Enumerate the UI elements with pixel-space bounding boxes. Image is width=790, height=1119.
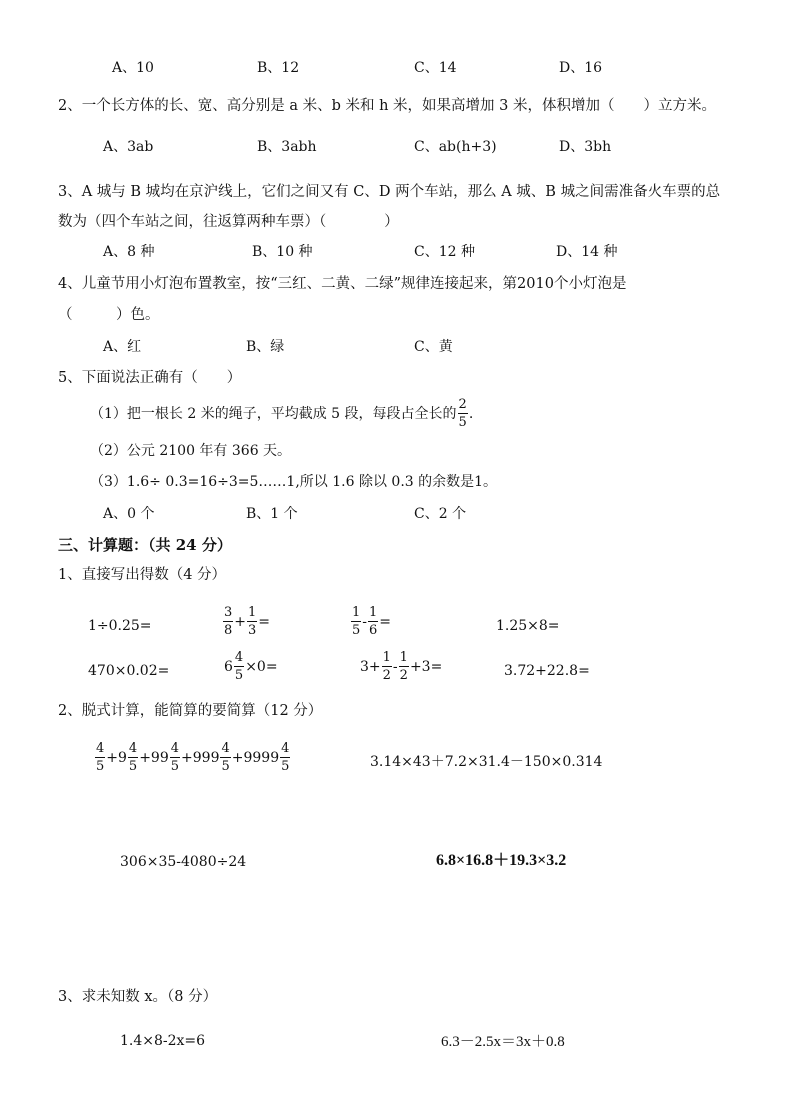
q1-option-d: D、16 — [559, 60, 603, 76]
equation-b: 6.3－2.5x＝3x＋0.8 — [441, 1034, 565, 1050]
term: +999 — [181, 749, 220, 766]
calc-e2 — [222, 606, 270, 637]
calc-e3 — [350, 606, 391, 637]
q5-option-c: C、2 个 — [414, 506, 467, 522]
operator: + — [234, 613, 247, 630]
q4-option-c: C、黄 — [414, 339, 453, 355]
fraction-denominator: 3 — [248, 623, 257, 638]
fraction-denominator: 5 — [170, 759, 180, 774]
equals-sign: = — [379, 613, 392, 630]
fraction-numerator: 1 — [248, 605, 257, 620]
fraction-numerator: 1 — [399, 650, 408, 665]
expression-prefix: 3+ — [360, 658, 381, 675]
fraction-bar — [399, 666, 409, 667]
q3-option-c: C、12 种 — [414, 244, 475, 260]
fraction — [220, 742, 230, 773]
q5-statement-3: （3）1.6÷ 0.3=16÷3=5……1,所以 1.6 除以 0.3 的余数是1。 — [90, 474, 498, 490]
q3-option-b: B、10 种 — [252, 244, 313, 260]
fraction-bar — [458, 413, 468, 414]
fraction-denominator: 8 — [224, 623, 233, 638]
part3-title: 3、求未知数 x。（8 分） — [58, 989, 218, 1005]
fraction-numerator: 3 — [224, 605, 233, 620]
equation-a: 1.4×8-2x=6 — [120, 1033, 206, 1049]
fraction-numerator: 1 — [369, 605, 378, 620]
fraction — [351, 606, 361, 637]
fraction-denominator: 5 — [234, 668, 244, 683]
operator: - — [392, 658, 398, 675]
fraction-numerator: 1 — [382, 650, 391, 665]
q2-option-d: D、3bh — [559, 139, 612, 155]
fraction — [368, 606, 378, 637]
fraction-bar — [280, 757, 290, 758]
q2-option-b: B、3abh — [257, 139, 317, 155]
q4-option-a: A、红 — [103, 339, 142, 355]
fraction — [128, 742, 138, 773]
fraction — [247, 606, 257, 637]
fraction-denominator: 5 — [352, 623, 361, 638]
fraction-bar — [247, 621, 257, 622]
fraction-bar — [128, 757, 138, 758]
q4-option-b: B、绿 — [246, 339, 285, 355]
term: +9 — [106, 749, 127, 766]
q4-stem-line1: 4、儿童节用小灯泡布置教室，按“三红、二黄、二绿”规律连接起来，第2010个小灯泡是 — [58, 276, 627, 292]
fraction-bar — [351, 621, 361, 622]
fraction — [223, 606, 233, 637]
calc-p2-a — [94, 742, 291, 773]
q5-statement-1 — [90, 398, 473, 429]
term: +99 — [139, 749, 169, 766]
expression-rest: ×0= — [245, 658, 278, 675]
q5-stem: 5、下面说法正确有（ ） — [58, 370, 242, 386]
calc-e4: 1.25×8= — [496, 618, 560, 634]
part1-title: 1、直接写出得数（4 分） — [58, 567, 227, 583]
fraction-bar — [368, 621, 378, 622]
q2-stem: 2、一个长方体的长、宽、高分别是 a 米、b 米和 h 米，如果高增加 3 米，体积增加（ ）立方米。 — [58, 98, 716, 114]
fraction-numerator: 4 — [281, 741, 290, 756]
fraction — [382, 651, 392, 682]
section3-title: 三、计算题：（共 24 分） — [58, 536, 232, 554]
fraction — [234, 651, 244, 682]
fraction-bar — [234, 666, 244, 667]
term: +9999 — [231, 749, 280, 766]
q5-s1-text: （1）把一根长 2 米的绳子，平均截成 5 段，每段占全长的 — [90, 405, 457, 422]
q5-option-a: A、0 个 — [103, 506, 155, 522]
equals-sign: = — [258, 613, 271, 630]
fraction-denominator: 5 — [128, 759, 138, 774]
q1-option-c: C、14 — [414, 60, 457, 76]
calc-e8: 3.72+22.8= — [504, 663, 590, 679]
q1-option-b: B、12 — [257, 60, 300, 76]
fraction-numerator: 4 — [234, 650, 244, 665]
fraction — [280, 742, 290, 773]
part2-title: 2、脱式计算，能简算的要简算（12 分） — [58, 703, 323, 719]
expression-rest: +3= — [409, 658, 443, 675]
calc-p2-b: 3.14×43＋7.2×31.4－150×0.314 — [370, 754, 603, 770]
fraction-denominator: 2 — [399, 668, 408, 683]
q5-statement-2: （2）公元 2100 年有 366 天。 — [90, 443, 292, 459]
calc-e6 — [224, 651, 278, 682]
q3-stem-line2: 数为（四个车站之间，往返算两种车票）（ ） — [58, 214, 399, 230]
q5-option-b: B、1 个 — [246, 506, 298, 522]
q5-s1-end: . — [468, 405, 474, 422]
fraction-denominator: 5 — [281, 759, 290, 774]
calc-p2-c: 306×35-4080÷24 — [120, 854, 247, 870]
fraction-bar — [220, 757, 230, 758]
q4-stem-line2: （ ）色。 — [58, 307, 160, 323]
fraction-denominator: 2 — [382, 668, 391, 683]
fraction-numerator: 1 — [352, 605, 361, 620]
fraction-numerator: 4 — [221, 741, 230, 756]
q3-stem-line1: 3、A 城与 B 城均在京沪线上，它们之间又有 C、D 两个车站，那么 A 城、B 城之间需准备火车票的总 — [58, 184, 721, 200]
fraction-denominator: 6 — [369, 623, 378, 638]
q2-option-c: C、ab(h+3) — [414, 139, 497, 155]
q2-option-a: A、3ab — [103, 139, 154, 155]
q3-option-d: D、14 种 — [556, 244, 618, 260]
mixed-number-whole: 6 — [224, 658, 233, 675]
calc-p2-d: 6.8×16.8＋19.3×3.2 — [436, 852, 567, 869]
fraction — [170, 742, 180, 773]
fraction-bar — [223, 621, 233, 622]
fraction-bar — [95, 757, 105, 758]
q3-option-a: A、8 种 — [103, 244, 155, 260]
fraction-bar — [170, 757, 180, 758]
calc-e7 — [360, 651, 442, 682]
fraction-numerator: 4 — [96, 741, 105, 756]
fraction-numerator: 4 — [128, 741, 138, 756]
fraction-numerator: 4 — [170, 741, 180, 756]
fraction — [95, 742, 105, 773]
operator: - — [362, 613, 368, 630]
fraction-denominator: 5 — [221, 759, 230, 774]
fraction — [399, 651, 409, 682]
fraction-denominator: 5 — [96, 759, 105, 774]
fraction-bar — [382, 666, 392, 667]
calc-e5: 470×0.02= — [88, 663, 170, 679]
calc-e1: 1÷0.25= — [88, 618, 152, 634]
q5-s1-fraction — [458, 398, 468, 429]
fraction-numerator: 2 — [458, 397, 467, 412]
q1-option-a: A、10 — [112, 60, 154, 76]
fraction-denominator: 5 — [458, 415, 467, 430]
